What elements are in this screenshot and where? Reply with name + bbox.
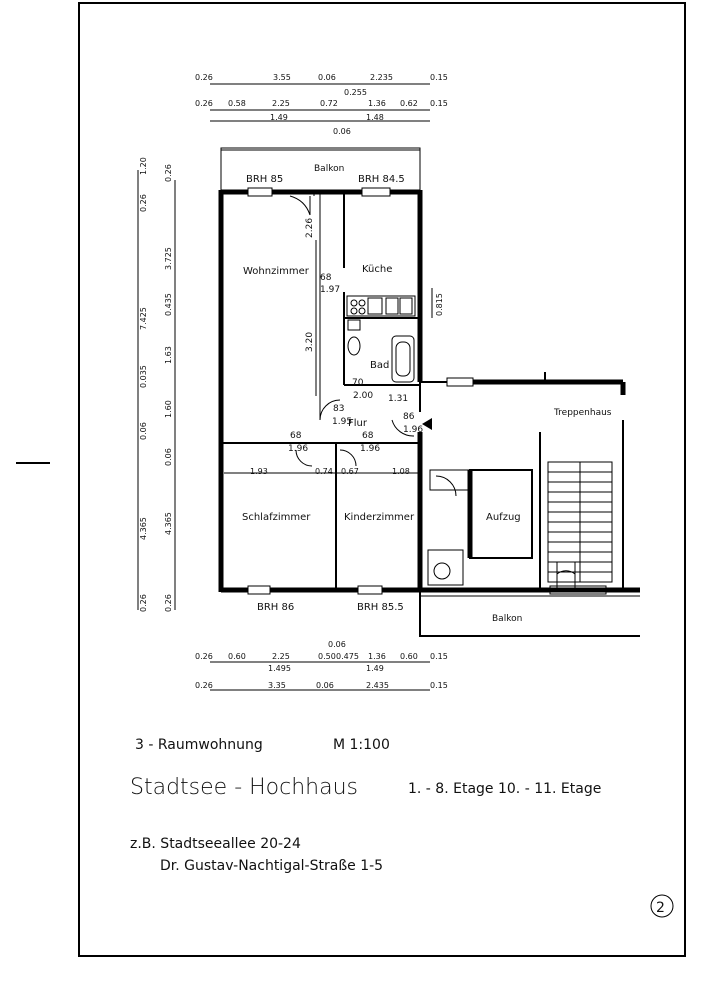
dim-label: 70 <box>352 378 364 388</box>
dim-label: 2.25 <box>272 99 290 108</box>
page-number: 2 <box>656 900 665 916</box>
dim-label: 0.74 <box>315 467 333 476</box>
dim-label: 86 <box>403 412 415 422</box>
room-kueche: Küche <box>362 264 393 275</box>
dim-label: 2.235 <box>370 73 393 82</box>
street-address: Dr. Gustav-Nachtigal-Straße 1-5 <box>160 858 384 874</box>
dim-label: 0.06 <box>316 681 334 690</box>
room-labels <box>242 164 612 624</box>
dim-label: 1.63 <box>164 346 173 364</box>
dim-label: 0.035 <box>139 365 148 388</box>
dim-label: 1.08 <box>392 467 410 476</box>
room-balkon-bottom: Balkon <box>492 614 523 624</box>
window-labels <box>246 174 405 613</box>
caption <box>130 737 673 917</box>
dim-label: 0.15 <box>430 99 448 108</box>
dim-label: 2.25 <box>272 652 290 661</box>
dim-label: 1.48 <box>366 113 384 122</box>
dims-inner <box>250 218 444 476</box>
dim-label: 1.60 <box>164 400 173 418</box>
dim-label: 3.20 <box>305 331 315 352</box>
dim-label: 0.06 <box>328 640 346 649</box>
dim-label: 0.26 <box>139 194 148 212</box>
building-name: Stadtsee - Hochhaus <box>130 775 358 800</box>
room-aufzug: Aufzug <box>486 512 521 523</box>
dim-label: 68 <box>362 431 374 441</box>
dim-label: 1.20 <box>139 157 148 175</box>
dim-label: 1.96 <box>403 425 424 435</box>
dim-label: 68 <box>290 431 302 441</box>
dim-label: 68 <box>320 273 332 283</box>
room-wohnzimmer: Wohnzimmer <box>243 266 309 277</box>
floors-label: 1. - 8. Etage 10. - 11. Etage <box>408 781 602 797</box>
room-bad: Bad <box>370 360 390 371</box>
window-label: BRH 84.5 <box>358 174 405 185</box>
dim-label: 0.26 <box>164 594 173 612</box>
dim-label: 3.35 <box>268 681 286 690</box>
dim-label: 83 <box>333 404 345 414</box>
dim-label: 0.60 <box>228 652 246 661</box>
dim-label: 3.725 <box>164 247 173 270</box>
dim-label: 2.26 <box>305 217 315 238</box>
dim-label: 1.95 <box>332 417 353 427</box>
apartment-type: 3 - Raumwohnung <box>135 737 263 753</box>
dim-label: 1.97 <box>320 285 341 295</box>
dim-label: 0.26 <box>195 681 213 690</box>
dim-label: 2.435 <box>366 681 389 690</box>
dim-label: 0.26 <box>139 594 148 612</box>
dim-label: 0.06 <box>164 448 173 466</box>
dim-label: 0.26 <box>164 164 173 182</box>
dim-label: 0.15 <box>430 681 448 690</box>
dim-label: 0.62 <box>400 99 418 108</box>
room-treppenhaus: Treppenhaus <box>554 408 612 418</box>
dims-top <box>195 73 448 136</box>
dim-label: 0.475 <box>336 652 359 661</box>
dim-label: 4.365 <box>164 512 173 535</box>
dim-label: 1.93 <box>250 467 268 476</box>
dim-label: 0.67 <box>341 467 359 476</box>
example-address: z.B. Stadtseeallee 20-24 <box>130 836 301 852</box>
walls <box>221 148 640 636</box>
window-label: BRH 85.5 <box>357 602 404 613</box>
dim-label: 7.425 <box>139 307 148 330</box>
dim-label: 1.36 <box>368 652 386 661</box>
dim-label: 0.06 <box>333 127 351 136</box>
dim-label: 0.06 <box>318 73 336 82</box>
page-frame <box>79 3 685 956</box>
dim-label: 0.58 <box>228 99 246 108</box>
dim-label: 1.49 <box>366 664 384 673</box>
dim-label: 0.26 <box>195 652 213 661</box>
scale-label: M 1:100 <box>333 737 390 753</box>
room-kinderzimmer: Kinderzimmer <box>344 512 415 523</box>
window-label: BRH 86 <box>257 602 295 613</box>
dim-label: 0.60 <box>400 652 418 661</box>
dim-label: 0.255 <box>344 88 367 97</box>
room-flur: Flur <box>348 418 367 429</box>
dim-label: 0.72 <box>320 99 338 108</box>
dim-label: 0.15 <box>430 652 448 661</box>
dim-label: 1.495 <box>268 664 291 673</box>
room-schlafzimmer: Schlafzimmer <box>242 512 311 523</box>
dims-left <box>139 157 173 612</box>
dim-label: 0.15 <box>430 73 448 82</box>
dim-label: 4.365 <box>139 517 148 540</box>
window-label: BRH 85 <box>246 174 284 185</box>
dim-label: 0.435 <box>164 293 173 316</box>
dim-label: 0.50 <box>318 652 336 661</box>
dim-label: 0.26 <box>195 73 213 82</box>
dim-label: 1.31 <box>388 394 409 404</box>
room-balkon-top: Balkon <box>314 164 345 174</box>
dim-label: 0.26 <box>195 99 213 108</box>
dim-label: 0.06 <box>139 422 148 440</box>
windows <box>248 188 606 594</box>
dim-label: 1.36 <box>368 99 386 108</box>
dim-label: 2.00 <box>353 391 374 401</box>
dim-label: 1.96 <box>288 444 309 454</box>
dim-label: 3.55 <box>273 73 291 82</box>
dim-label: 1.96 <box>360 444 381 454</box>
dim-label: 1.49 <box>270 113 288 122</box>
dim-label: 0.815 <box>435 293 444 316</box>
dims-bottom <box>195 640 448 690</box>
